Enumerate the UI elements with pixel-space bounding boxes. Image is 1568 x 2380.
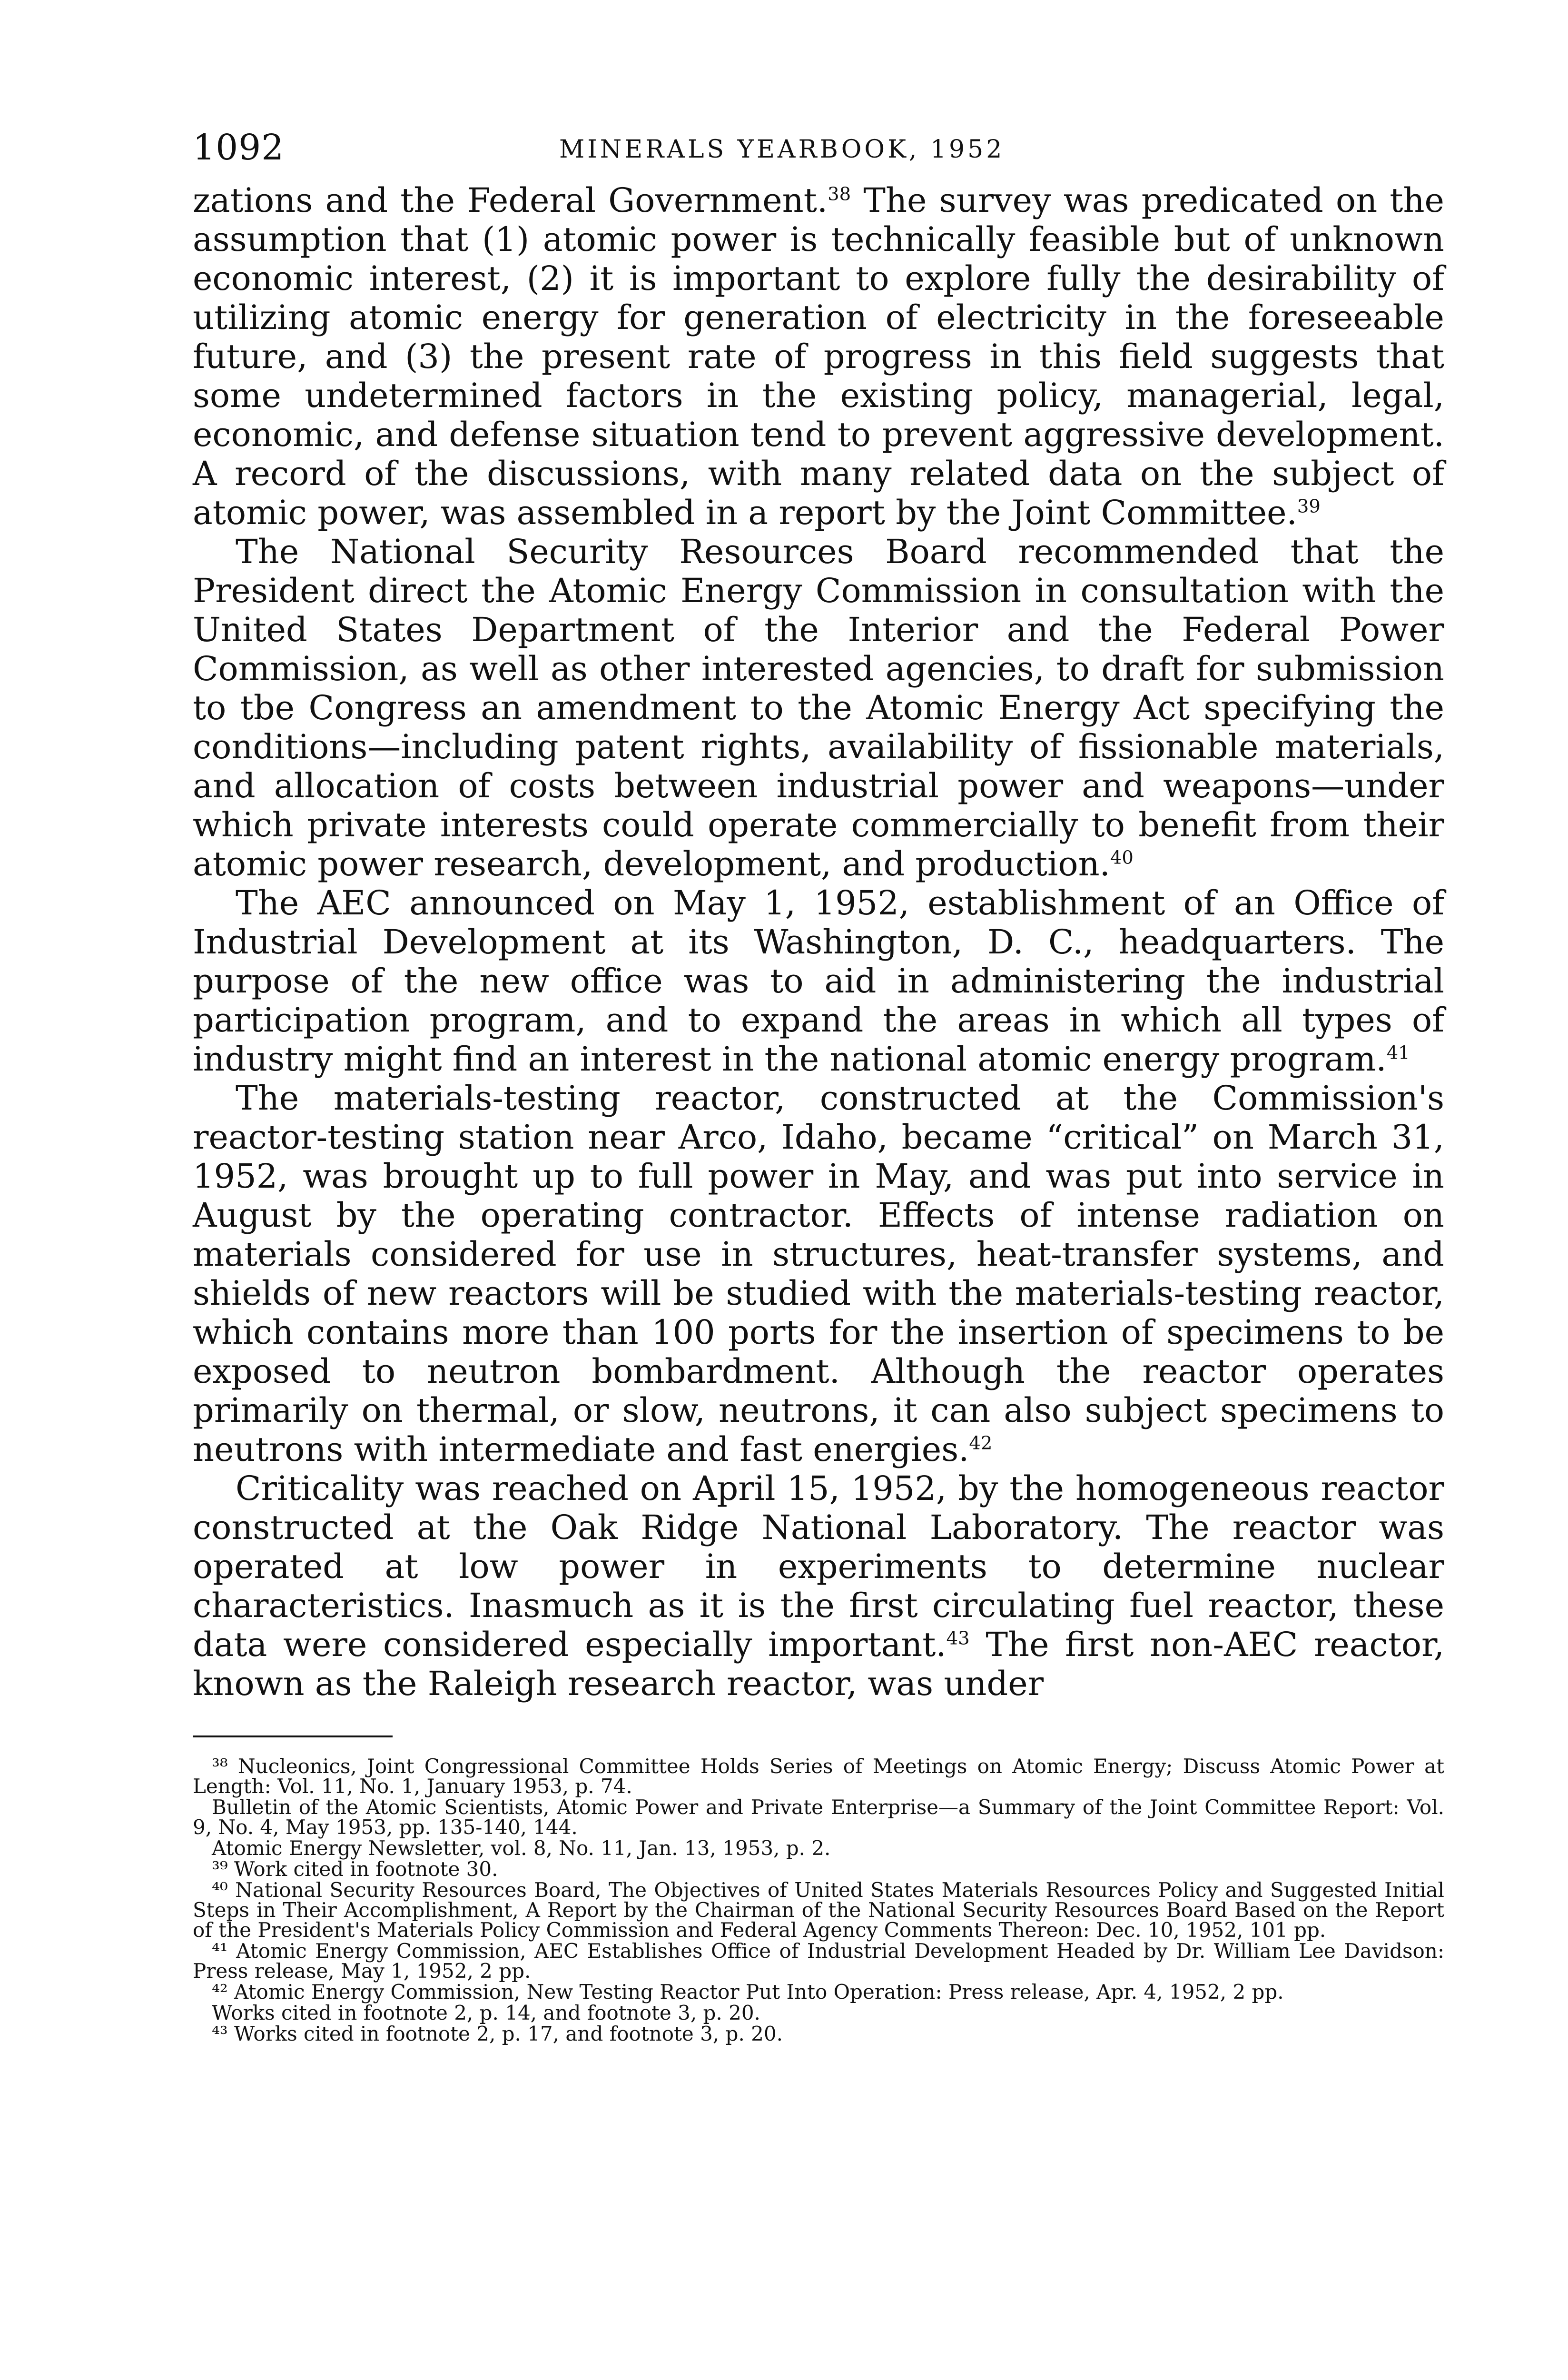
footnote-43: ⁴³ Works cited in footnote 2, p. 17, and footnote 3, p. 20. — [212, 2022, 783, 2045]
footnote-divider — [193, 1735, 393, 1737]
body-text — [193, 181, 1444, 1703]
footnote-41: ⁴¹ Atomic Energy Commission, AEC Establishes Office of Industrial Development Headed by Dr. William Lee Davidson: Press release, May 1, 1952, 2 pp. — [193, 1939, 1444, 1983]
footnote-ref-40: 40 — [1110, 847, 1134, 869]
footnote-ref-39: 39 — [1297, 496, 1321, 517]
book-page — [193, 109, 1444, 2045]
footnotes — [193, 1756, 1444, 2044]
paragraph-1-text-b: The survey was predicated on the assumption that (1) atomic power is technically feasible but of unknown economic interest, (2) it is important to explore fully the desirability of utilizing atomic energy for generation of electricity in the foreseeable future, and (3) the present rate of progress in this field suggests that some undetermined factors in the existing policy, managerial, legal, economic, and defense situation tend to prevent aggressive development. A record of the discussions, with many related data on the subject of atomic power, was assembled in a report by the Joint Committee. — [193, 181, 1444, 532]
paragraph-1-text-a: zations and the Federal Government. — [193, 181, 828, 220]
footnote-38-nucleonics: ³⁸ Nucleonics, Joint Congressional Committee Holds Series of Meetings on Atomic Energy; Discuss Atomic Power at Length: Vol. 11, No. 1, January 1953, p. 74. — [193, 1755, 1444, 1798]
paragraph-3-text: The AEC announced on May 1, 1952, establishment of an Office of Industrial Development at its Washington, D. C., headquarters. The purpose of the new office was to aid in administering the industrial participation program, and to expand the areas in which all types of industry might find an interest in the national atomic energy program. — [193, 883, 1444, 1079]
paragraph-4-text: The materials-testing reactor, constructed at the Commission's reactor-testing station near Arco, Idaho, became “critical” on March 31, 1952, was brought up to full power in May, and was put into service in August by the operating contractor. Effects of intense radiation on materials considered for use in structures, heat-transfer systems, and shields of new reactors will be studied with the materials-testing reactor, which contains more than 100 ports for the insertion of specimens to be exposed to neutron bombardment. Although the reactor operates primarily on thermal, or slow, neutrons, it can also subject specimens to neutrons with intermediate and fast energies. — [193, 1079, 1444, 1469]
footnote-38-newsletter: Atomic Energy Newsletter, vol. 8, No. 11, Jan. 13, 1953, p. 2. — [212, 1836, 831, 1860]
paragraph-3 — [193, 883, 1444, 1079]
paragraph-5-text-a: Criticality was reached on April 15, 1952, by the homogeneous reactor constructed at the Oak Ridge National Laboratory. The reactor was operated at low power in experiments to determine nuclear characteristics. Inasmuch as it is the first circulating fuel reactor, these data were considered especially important. — [193, 1469, 1444, 1664]
paragraph-5-text-b: The first non-AEC reactor, known as the Raleigh research reactor, was under — [193, 1625, 1444, 1703]
page-header — [193, 109, 1444, 176]
footnote-42-works-cited: Works cited in footnote 2, p. 14, and footnote 3, p. 20. — [212, 2001, 760, 2024]
footnote-ref-41: 41 — [1386, 1042, 1410, 1064]
footnote-ref-43: 43 — [946, 1627, 970, 1649]
footnote-39: ³⁹ Work cited in footnote 30. — [212, 1857, 498, 1881]
page-number: 1092 — [193, 127, 285, 168]
footnote-ref-38: 38 — [828, 183, 851, 205]
footnote-ref-42: 42 — [969, 1432, 993, 1454]
paragraph-5 — [193, 1469, 1444, 1703]
running-title: MINERALS YEARBOOK, 1952 — [559, 135, 1005, 164]
footnote-38-bulletin: Bulletin of the Atomic Scientists, Atomic Power and Private Enterprise—a Summary of the Joint Committee Report: Vol. 9, No. 4, May 1953, pp. 135-140, 144. — [193, 1795, 1444, 1839]
footnote-42-press-release: ⁴² Atomic Energy Commission, New Testing Reactor Put Into Operation: Press release, Apr. 4, 1952, 2 pp. — [212, 1980, 1284, 2003]
paragraph-2-text: The National Security Resources Board recommended that the President direct the Atomic Energy Commission in consultation with the United States Department of the Interior and the Federal Power Commission, as well as other interested agencies, to draft for submission to tbe Congress an amendment to the Atomic Energy Act specifying the conditions—including patent rights, availability of fissionable materials, and allocation of costs between industrial power and weapons—under which private interests could operate commercially to benefit from their atomic power research, development, and production. — [193, 532, 1444, 883]
paragraph-2 — [193, 532, 1444, 883]
paragraph-1 — [193, 181, 1444, 532]
footnote-40: ⁴⁰ National Security Resources Board, The Objectives of United States Materials Resources Policy and Suggested Initial Steps in Their Accomplishment, A Report by the Chairman of the National Security Resources Board Based on the Report of the President's Materials Policy Commission and Federal Agency Comments Thereon: Dec. 10, 1952, 101 pp. — [193, 1878, 1444, 1942]
paragraph-4 — [193, 1079, 1444, 1469]
